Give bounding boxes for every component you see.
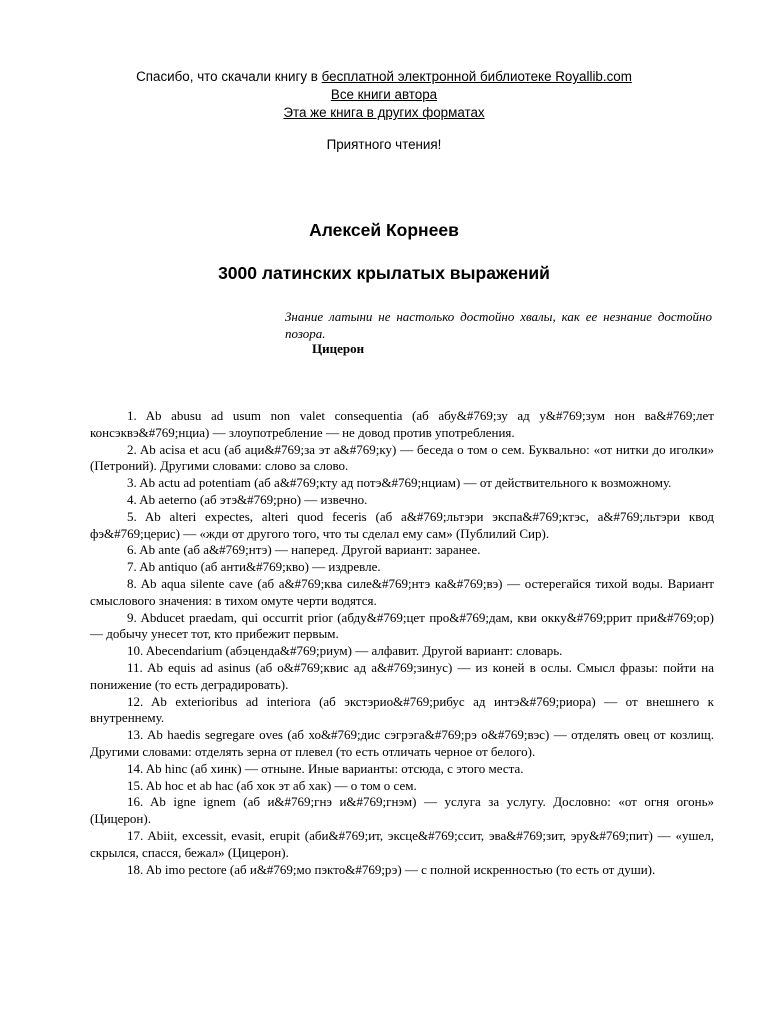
phrase-entry: 6. Ab ante (аб а&#769;нтэ) — наперед. Другой вариант: заранее.: [127, 542, 481, 558]
all-books-link[interactable]: Все книги автора: [330, 87, 438, 102]
phrase-entry: 8. Ab aqua silente cave (аб а&#769;ква силе&#769;нтэ ка&#769;вэ) — остерегайся тихой воды. Вариант смыслового значения: в тихом омуте черти водятся.: [90, 575, 714, 608]
epigraph-text: Знание латыни не настолько достойно хвалы, как ее незнание достойно позора.: [285, 309, 712, 341]
other-formats-link[interactable]: Эта же книга в других форматах: [283, 105, 485, 120]
phrase-entry: 12. Ab exterioribus ad interiora (аб экстэрио&#769;рибус ад интэ&#769;риора) — от внешнего к внутреннему.: [90, 693, 714, 726]
phrase-entry: 1. Ab abusu ad usum non valet consequentia (аб абу&#769;зу ад у&#769;зум нон ва&#769;лет консэквэ&#769;нциа) — злоупотребление — не довод против употребления.: [90, 408, 714, 440]
phrase-entry: 4. Ab aeterno (аб этэ&#769;рно) — извечно.: [127, 491, 368, 507]
phrase-entry: 10. Abecendarium (абэценда&#769;риум) — алфавит. Другой вариант: словарь.: [127, 643, 563, 659]
phrase-entry: 5. Ab alteri expectes, alteri quod feceris (аб а&#769;льтэри экспа&#769;ктэс, а&#769;льтэри квод фэ&#769;церис) — «жди от другого того, что ты сделал ему сам» (Публилий Сир).: [90, 508, 714, 541]
phrase-entry: 16. Ab igne ignem (аб и&#769;гнэ и&#769;гнэм) — услуга за услугу. Дословно: «от огня огонь» (Цицерон).: [90, 794, 714, 827]
phrase-entry: 3. Ab actu ad potentiam (аб а&#769;кту ад потэ&#769;нциам) — от действительного к возможному.: [127, 475, 672, 491]
phrase-entry: 13. Ab haedis segregare oves (аб хо&#769;дис сэгрэга&#769;рэ о&#769;вэс) — отделять овец от козлищ. Другими словами: отделять зерна от плевел (то есть отличать черное от белого).: [90, 727, 714, 759]
phrase-entry: 15. Ab hoc et ab hac (аб хок эт аб хак) — о том о сем.: [127, 777, 417, 793]
book-title: 3000 латинских крылатых выражений: [218, 263, 550, 283]
download-notice: [0, 68, 768, 122]
book-author: Алексей Корнеев: [309, 220, 459, 240]
greeting-text: Приятного чтения!: [326, 137, 442, 152]
thanks-line: [0, 68, 768, 86]
library-link[interactable]: бесплатной электронной библиотеке Royallib.com: [321, 69, 632, 84]
epigraph-author: Цицерон: [312, 341, 365, 356]
thanks-text: Спасибо, что скачали книгу в: [136, 69, 322, 84]
phrase-entry: 11. Ab equis ad asinus (аб о&#769;квис ад а&#769;зинус) — из коней в ослы. Смысл фразы: пойти на понижение (то есть деградировать).: [90, 659, 714, 692]
phrase-entry: 17. Abiit, excessit, evasit, erupit (аби&#769;ит, эксце&#769;ссит, эва&#769;зит, эру&#769;пит) — «ушел, скрылся, спасся, бежал» (Цицерон).: [90, 827, 714, 860]
phrase-entry: 18. Ab imo pectore (аб и&#769;мо пэкто&#769;рэ) — с полной искренностью (то есть от души).: [127, 861, 656, 877]
phrase-list: [90, 408, 714, 878]
phrase-entry: 9. Abducet praedam, qui occurrit prior (абду&#769;цет про&#769;дам, кви окку&#769;ррит при&#769;ор) — добычу унесет тот, кто прибежит первым.: [90, 609, 714, 642]
phrase-entry: 7. Ab antiquo (аб анти&#769;кво) — издревле.: [127, 559, 381, 575]
phrase-entry: 2. Ab acisa et acu (аб аци&#769;за эт а&#769;ку) — беседа о том о сем. Буквально: «от нитки до иголки» (Петроний). Другими словами: слово за слово.: [90, 441, 714, 474]
phrase-entry: 14. Ab hinc (аб хинк) — отныне. Иные варианты: отсюда, с этого места.: [127, 760, 524, 776]
